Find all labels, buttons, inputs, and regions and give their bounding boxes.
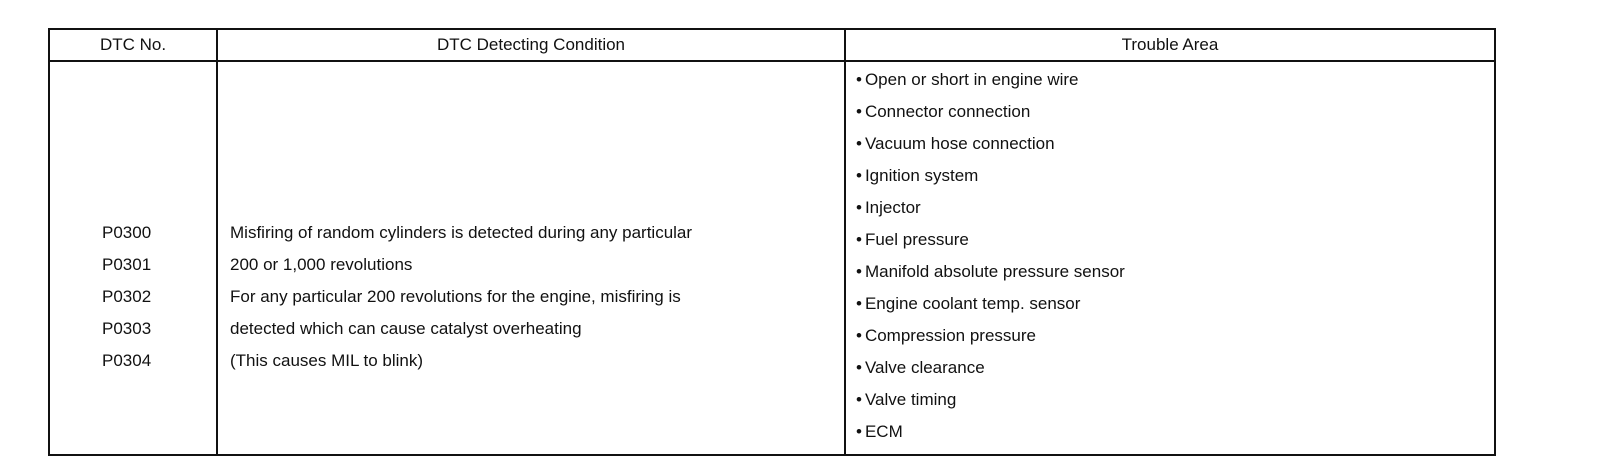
trouble-area-list <box>846 62 1494 448</box>
header-dtc-no: DTC No. <box>49 29 217 61</box>
trouble-area-item: • Engine coolant temp. sensor <box>856 288 1494 320</box>
trouble-area-cell <box>845 61 1495 455</box>
dtc-code: P0301 <box>102 255 152 274</box>
condition-cell <box>217 61 845 455</box>
condition-line: detected which can cause catalyst overheating <box>230 319 582 338</box>
trouble-area-item: • ECM <box>856 416 1494 448</box>
trouble-area-item: • Valve clearance <box>856 352 1494 384</box>
condition-line: 200 or 1,000 revolutions <box>230 255 413 274</box>
trouble-area-item: • Valve timing <box>856 384 1494 416</box>
trouble-area-item: • Connector connection <box>856 96 1494 128</box>
header-detecting-condition: DTC Detecting Condition <box>217 29 845 61</box>
dtc-codes-cell <box>49 61 217 455</box>
dtc-code: P0303 <box>102 319 152 338</box>
trouble-area-item: • Ignition system <box>856 160 1494 192</box>
dtc-code: P0304 <box>102 351 152 370</box>
trouble-area-item: • Fuel pressure <box>856 224 1494 256</box>
dtc-code: P0302 <box>102 287 152 306</box>
trouble-area-item: • Injector <box>856 192 1494 224</box>
condition-line: (This causes MIL to blink) <box>230 351 424 370</box>
trouble-area-item: • Vacuum hose connection <box>856 128 1494 160</box>
table-row <box>49 61 1495 455</box>
trouble-area-item: • Open or short in engine wire <box>856 64 1494 96</box>
header-row <box>49 29 1495 61</box>
dtc-table <box>48 28 1496 456</box>
header-trouble-area: Trouble Area <box>845 29 1495 61</box>
condition-line: For any particular 200 revolutions for the engine, misfiring is <box>230 287 681 306</box>
condition-line: Misfiring of random cylinders is detected during any particular <box>230 223 693 242</box>
dtc-code: P0300 <box>102 223 152 242</box>
trouble-area-item: • Compression pressure <box>856 320 1494 352</box>
trouble-area-item: • Manifold absolute pressure sensor <box>856 256 1494 288</box>
